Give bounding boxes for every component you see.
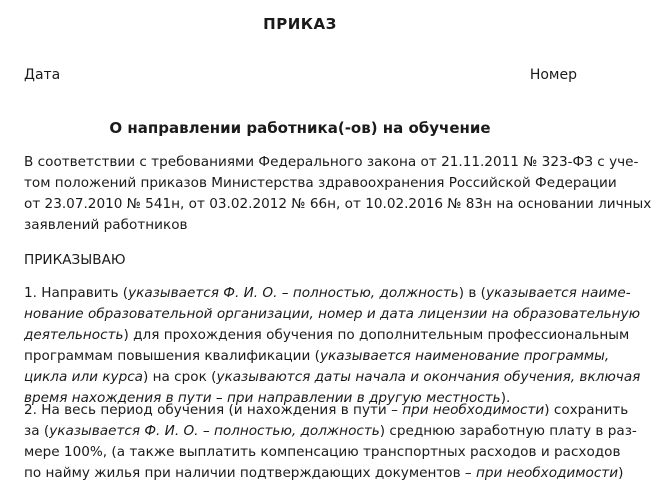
item2-line: 2. На весь период обучения (и нахождения в пути – при необходимости) сохранить: [24, 402, 629, 418]
item1-line: нование образовательной организации, номер и дата лицензии на образовательную: [24, 306, 641, 322]
basis-paragraph: [24, 152, 651, 236]
basis-line: том положений приказов Министерства здравоохранения Российской Федерации: [24, 175, 617, 191]
item1-line: программам повышения квалификации (указывается наименование программы,: [24, 348, 610, 364]
item1-line: деятельность) для прохождения обучения по дополнительным профессиональным: [24, 327, 630, 343]
item2-line: за (указывается Ф. И. О. – полностью, должность) среднюю заработную плату в раз-: [24, 423, 637, 439]
basis-line: В соответствии с требованиями Федерального закона от 21.11.2011 № 323-ФЗ с уче-: [24, 154, 639, 170]
date-label: Дата: [24, 67, 61, 83]
item1-line: время нахождения в пути – при направлении в другую местность).: [24, 390, 511, 406]
order-item-1: [24, 283, 641, 409]
item2-line: мере 100%, (а также выплатить компенсацию транспортных расходов и расходов: [24, 444, 621, 460]
item1-line: 1. Направить (указывается Ф. И. О. – полностью, должность) в (указывается наиме-: [24, 285, 631, 301]
item2-line: по найму жилья при наличии подтверждающих документов – при необходимости): [24, 465, 624, 481]
order-word: ПРИКАЗЫВАЮ: [24, 252, 126, 268]
number-label: Номер: [529, 67, 577, 83]
order-item-2: [24, 400, 637, 484]
basis-line: от 23.07.2010 № 541н, от 03.02.2012 № 66н, от 10.02.2016 № 83н на основании личных: [24, 196, 651, 212]
document-title: ПРИКАЗ: [263, 15, 337, 33]
item1-line: цикла или курса) на срок (указываются даты начала и окончания обучения, включая: [24, 369, 641, 385]
document-subject: О направлении работника(-ов) на обучение: [109, 119, 491, 137]
basis-line: заявлений работников: [24, 217, 188, 233]
